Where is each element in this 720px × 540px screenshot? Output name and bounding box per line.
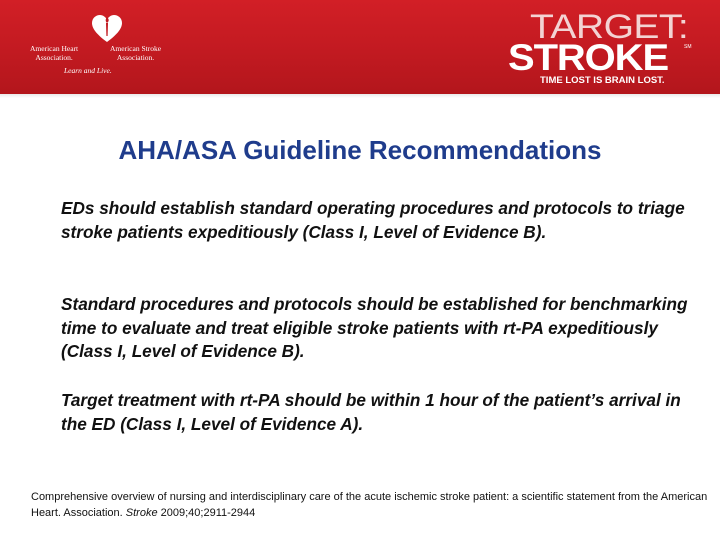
heart-torch-icon bbox=[90, 14, 124, 44]
recommendation-paragraph: EDs should establish standard operating procedures and protocols to triage stroke patients expeditiously (Class I, Level of Evidence B). bbox=[61, 198, 685, 242]
header-banner bbox=[0, 0, 720, 94]
citation-text: Comprehensive overview of nursing and interdisciplinary care of the acute ischemic stroke patient: a scientific statement from the American Heart. Association. bbox=[31, 491, 708, 519]
stroke-text: STROKE bbox=[508, 37, 669, 78]
logo-motto: TIME LOST IS BRAIN LOST. bbox=[540, 75, 665, 86]
banner-divider bbox=[0, 94, 720, 98]
trademark-mark: SM bbox=[684, 44, 692, 50]
slide-title: AHA/ASA Guideline Recommendations bbox=[118, 135, 602, 165]
target-stroke-logo bbox=[500, 6, 715, 92]
citation bbox=[31, 490, 711, 521]
asa-name-line1: American Stroke bbox=[110, 44, 162, 53]
recommendation-paragraph: Target treatment with rt-PA should be within 1 hour of the patient’s arrival in the ED (Class I, Level of Evidence A). bbox=[61, 390, 681, 434]
aha-name-line1: American Heart bbox=[30, 44, 79, 53]
asa-name-line2: Association. bbox=[116, 53, 155, 62]
aha-name-line2: Association. bbox=[35, 53, 73, 62]
citation-journal: Stroke bbox=[125, 506, 158, 519]
aha-asa-logo bbox=[28, 14, 188, 80]
aha-name bbox=[30, 44, 78, 62]
recommendation-paragraph: Standard procedures and protocols should be established for benchmarking time to evaluate and treat eligible stroke patients with rt-PA expeditiously (Class I, Level of Evidence B). bbox=[61, 294, 688, 361]
citation-details: 2009;40;2911-2944 bbox=[157, 506, 256, 519]
asa-name bbox=[110, 44, 161, 62]
target-text: TARGET: bbox=[530, 8, 689, 46]
aha-tagline: Learn and Live. bbox=[64, 66, 112, 75]
